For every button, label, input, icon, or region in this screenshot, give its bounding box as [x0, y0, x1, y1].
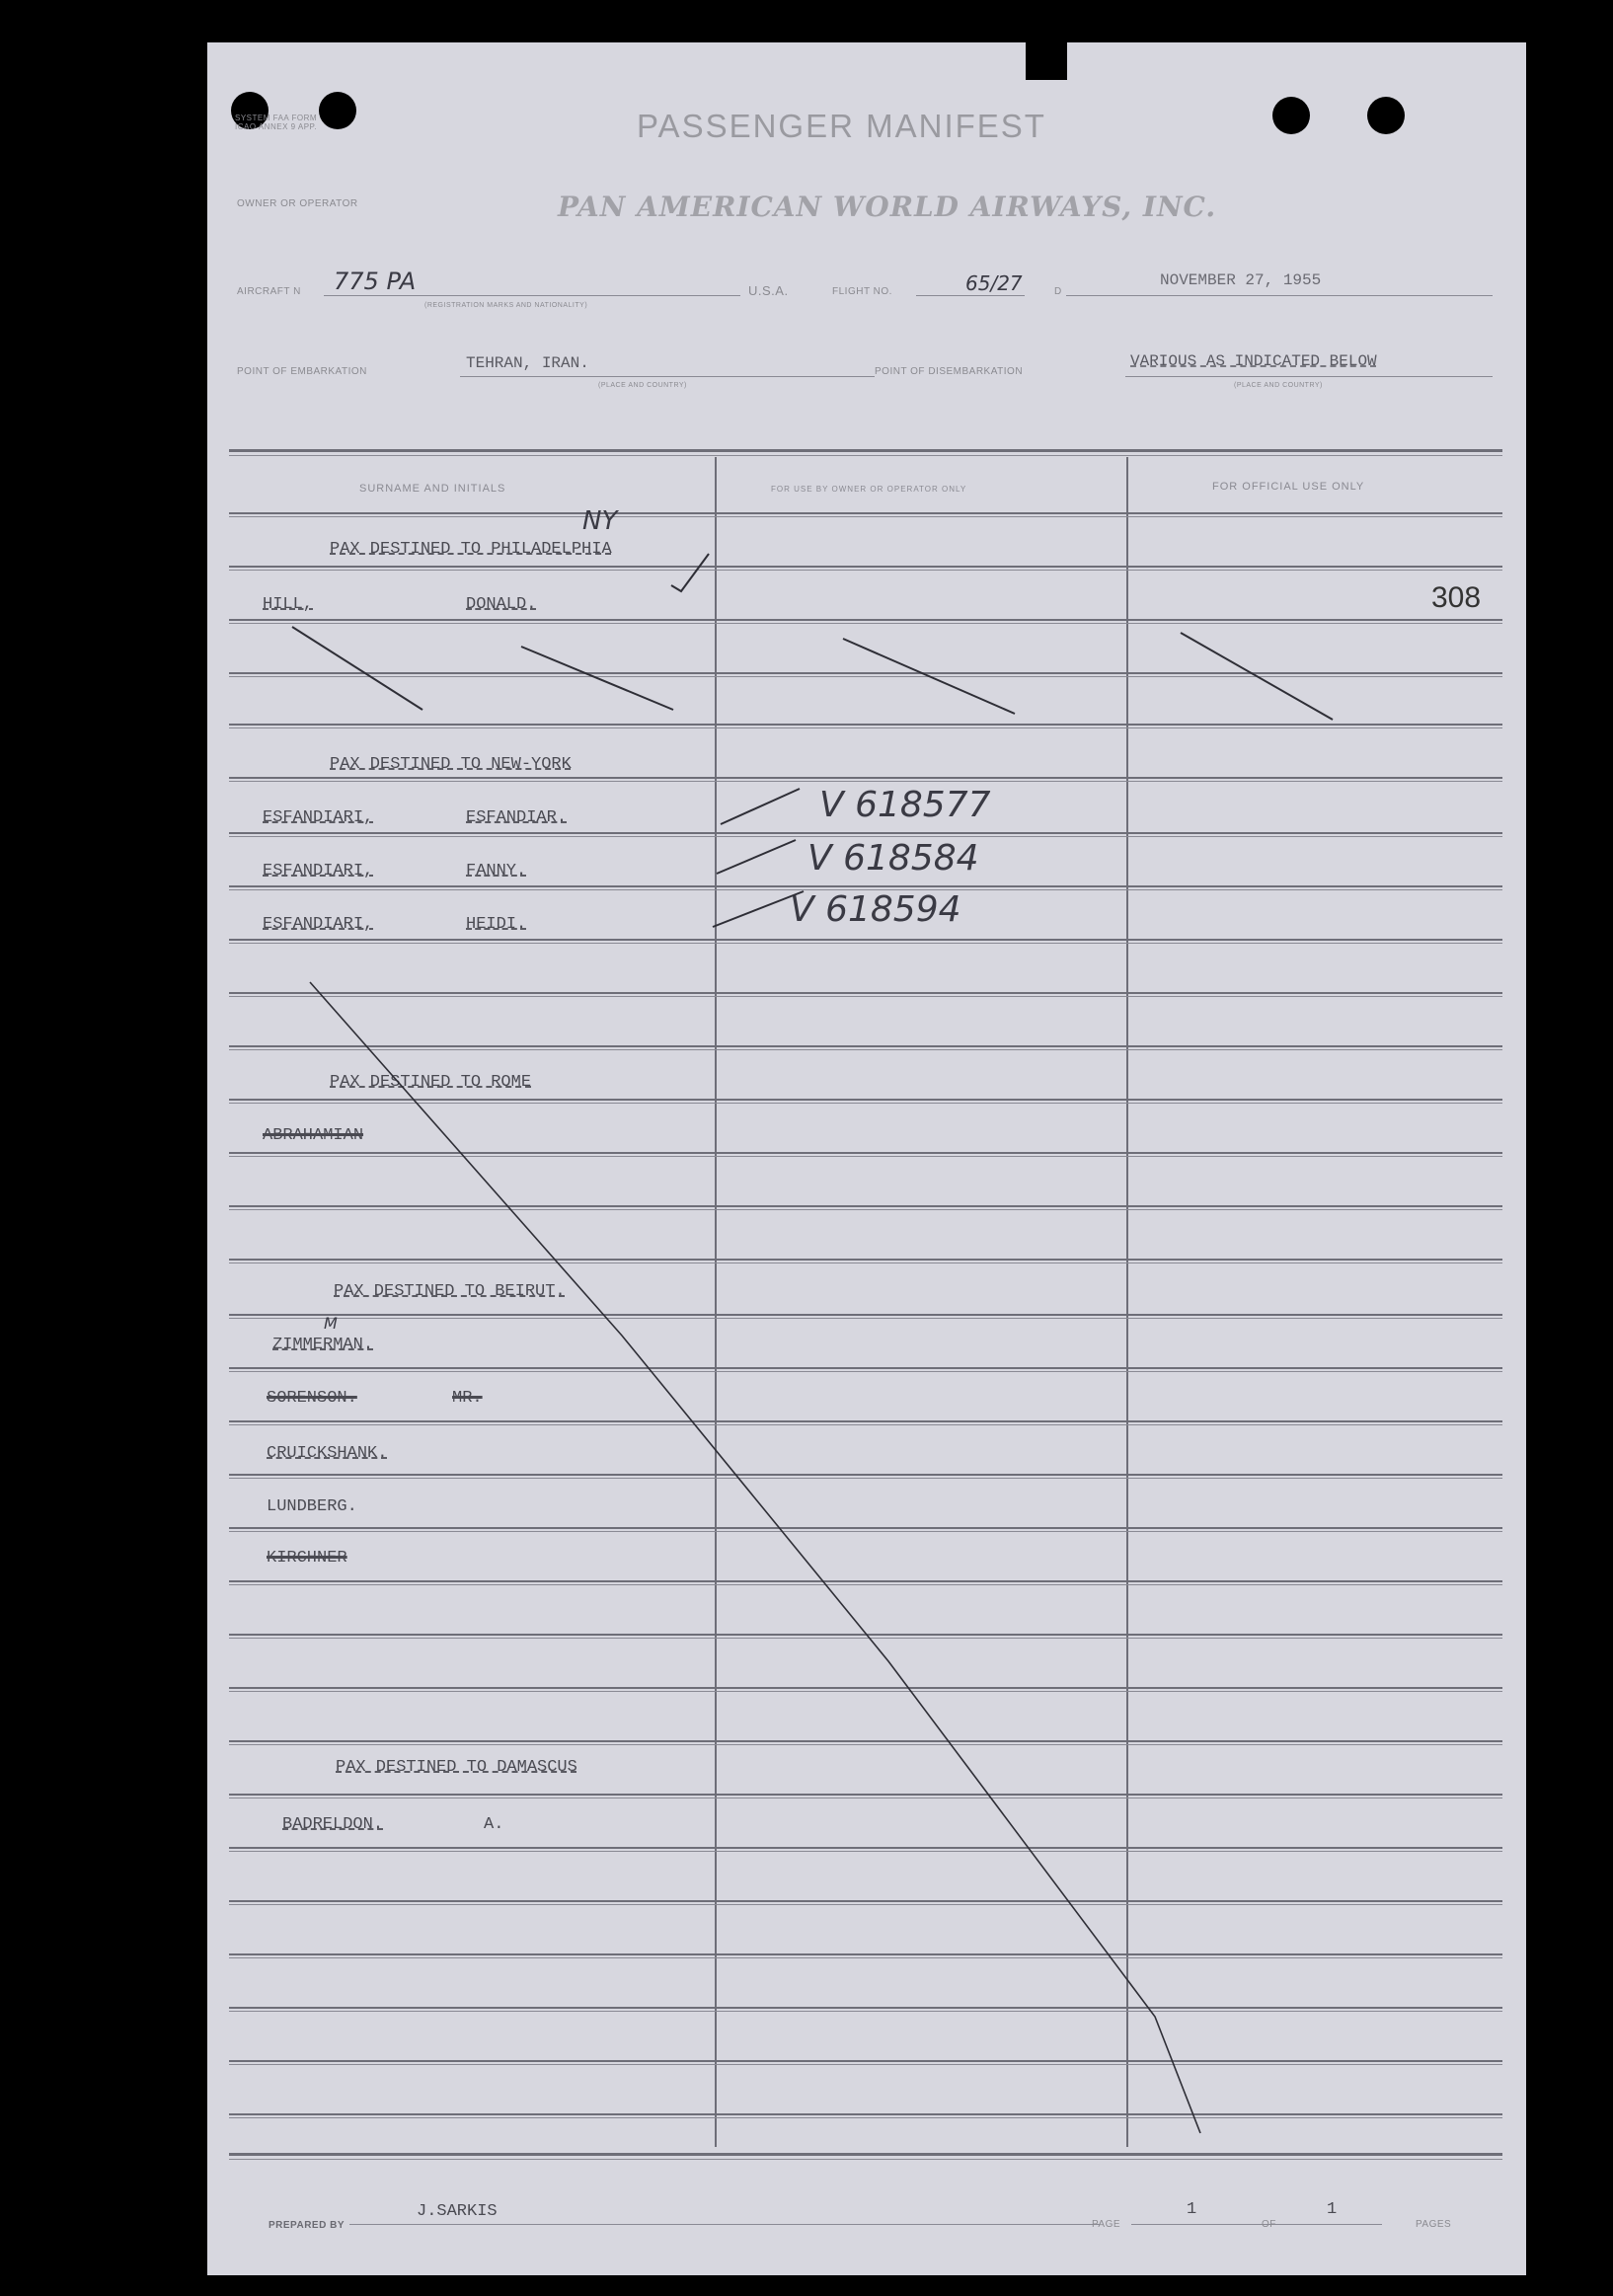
group-heading-damascus: PAX DESTINED TO DAMASCUS [336, 1758, 577, 1777]
date-label: D [1054, 286, 1062, 297]
prepared-by-value: J.SARKIS [417, 2202, 498, 2221]
disembarkation-label: POINT OF DISEMBARKATION [875, 366, 1024, 377]
checkmark [717, 840, 796, 874]
operator-name: PAN AMERICAN WORLD AIRWAYS, INC. [558, 191, 1217, 223]
flight-value: 65/27 [965, 271, 1023, 295]
embarkation-label: POINT OF EMBARKATION [237, 366, 367, 377]
disembarkation-sub: (PLACE AND COUNTRY) [1234, 382, 1323, 389]
flight-label: FLIGHT NO. [832, 286, 892, 297]
passenger-surname: CRUICKSHANK. [267, 1444, 388, 1463]
passenger-surname: LUNDBERG. [267, 1497, 357, 1516]
passenger-surname: HILL, [263, 595, 314, 614]
passenger-surname-struck: KIRCHNER [267, 1549, 347, 1568]
pencil-slash [292, 627, 422, 710]
official-number: 308 [1431, 581, 1482, 614]
passenger-initial: A. [484, 1815, 504, 1834]
pencil-slash [521, 647, 673, 710]
nationality: U.S.A. [748, 283, 789, 298]
page-label: PAGE [1092, 2219, 1121, 2230]
strike-through-diagonal [310, 982, 1200, 2133]
pencil-slash [843, 639, 1015, 714]
operator-note: V 618594 [790, 889, 961, 930]
operator-note: V 618577 [819, 785, 991, 825]
column-header-surname: SURNAME AND INITIALS [359, 483, 506, 495]
embarkation-sub: (PLACE AND COUNTRY) [598, 382, 687, 389]
passenger-surname: ESFANDIARI, [263, 808, 374, 827]
page-number: 1 [1187, 2200, 1197, 2219]
manifest-page [207, 42, 1526, 2275]
date-value: NOVEMBER 27, 1955 [1160, 271, 1322, 289]
pencil-slash [1181, 633, 1333, 720]
of-label: OF [1262, 2219, 1276, 2230]
operator-note: V 618584 [807, 838, 979, 879]
owner-label: OWNER OR OPERATOR [237, 198, 358, 209]
page-total: 1 [1327, 2200, 1338, 2219]
passenger-surname: ESFANDIARI, [263, 862, 374, 880]
handwritten-correction: M [324, 1314, 338, 1333]
passenger-given-name: FANNY. [466, 862, 527, 880]
checkmark [721, 789, 800, 824]
prepared-by-label: PREPARED BY [269, 2220, 345, 2231]
aircraft-sub: (REGISTRATION MARKS AND NATIONALITY) [424, 302, 588, 309]
group-heading-rome: PAX DESTINED TO ROME [330, 1073, 532, 1092]
passenger-surname: ESFANDIARI, [263, 915, 374, 934]
group-heading-new-york: PAX DESTINED TO NEW-YORK [330, 755, 572, 774]
pages-label: PAGES [1416, 2219, 1452, 2230]
passenger-surname-struck: ABRAHAMIAN [263, 1126, 364, 1145]
page-title: PASSENGER MANIFEST [637, 108, 1046, 144]
passenger-given-name: HEIDI. [466, 915, 527, 934]
column-header-operator: FOR USE BY OWNER OR OPERATOR ONLY [771, 485, 967, 494]
passenger-surname-struck: SORENSON. [267, 1389, 357, 1408]
column-header-official: FOR OFFICIAL USE ONLY [1212, 481, 1365, 493]
passenger-surname: ZIMMERMAN. [272, 1336, 374, 1354]
group-heading-beirut: PAX DESTINED TO BEIRUT. [334, 1282, 566, 1301]
form-reference: SYSTEM FAA FORM ICAO ANNEX 9 APP. [235, 114, 318, 131]
disembarkation-value: VARIOUS AS INDICATED BELOW [1130, 352, 1377, 370]
aircraft-value: 775 PA [334, 268, 417, 295]
aircraft-label: AIRCRAFT N [237, 286, 301, 297]
checkmark [713, 891, 804, 927]
group-heading-philadelphia: PAX DESTINED TO PHILADELPHIA [330, 540, 612, 559]
passenger-title-struck: MR. [452, 1389, 483, 1408]
embarkation-value: TEHRAN, IRAN. [466, 354, 589, 372]
pencil-marks [207, 42, 1526, 2275]
passenger-given-name: DONALD. [466, 595, 537, 614]
destination-annotation: NY [582, 506, 618, 536]
checkmark [671, 554, 709, 591]
passenger-surname: BADRELDON. [282, 1815, 384, 1834]
passenger-given-name: ESFANDIAR. [466, 808, 568, 827]
